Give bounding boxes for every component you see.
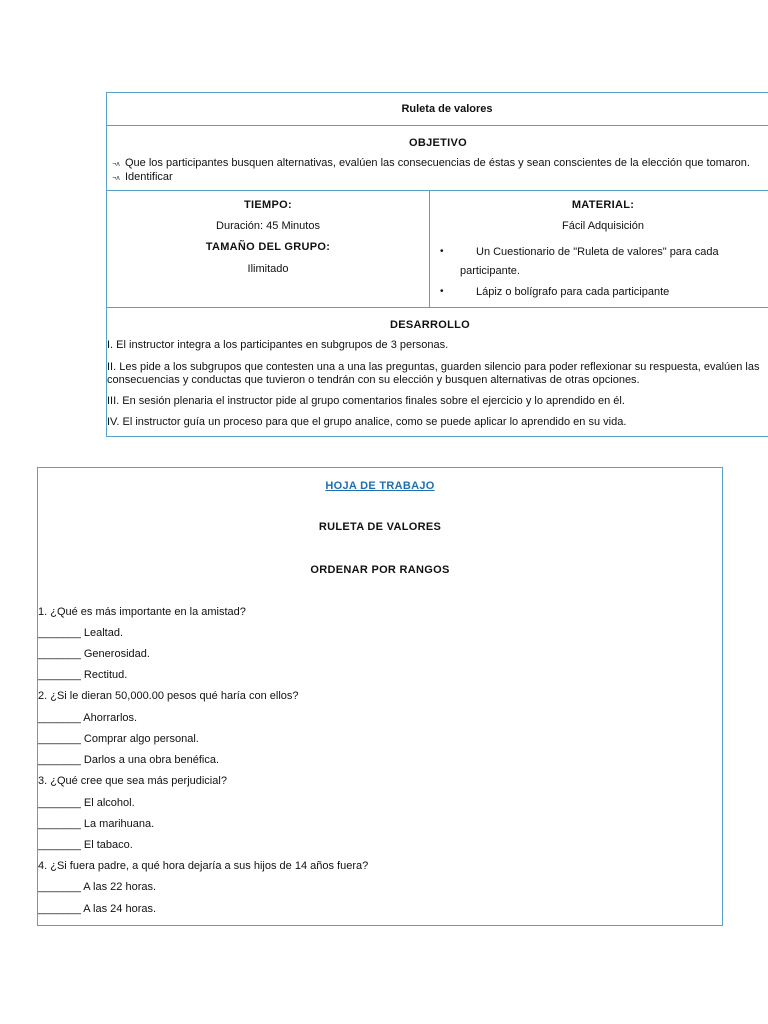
- material-cell: [430, 191, 768, 307]
- activity-title: Ruleta de valores: [401, 103, 493, 115]
- answer-option: _______ El tabaco.: [38, 839, 133, 851]
- material-item: Un Cuestionario de "Ruleta de valores" para cada: [476, 246, 719, 258]
- group-size-heading: TAMAÑO DEL GRUPO:: [205, 241, 331, 253]
- worksheet-subtitle: ORDENAR POR RANGOS: [310, 564, 450, 576]
- development-step: III. En sesión plenaria el instructor pide al grupo comentarios finales sobre el ejercicio y lo aprendido en él.: [107, 395, 625, 407]
- answer-option: _______ Generosidad.: [38, 648, 150, 660]
- answer-option: _______ La marihuana.: [38, 818, 155, 830]
- answer-option: _______ Rectitud.: [38, 669, 128, 681]
- duration-text: Duración: 45 Minutos: [216, 220, 320, 232]
- objective-heading: OBJETIVO: [408, 137, 468, 149]
- development-step: I. El instructor integra a los participantes en subgrupos de 3 personas.: [107, 339, 449, 351]
- bullet-icon: •: [440, 246, 444, 257]
- development-section: [107, 307, 768, 436]
- group-size-value: Ilimitado: [247, 263, 289, 275]
- answer-option: _______ A las 22 horas.: [38, 881, 157, 893]
- answer-option: _______ El alcohol.: [38, 797, 135, 809]
- development-heading: DESARROLLO: [390, 319, 470, 331]
- tiempo-heading: TIEMPO:: [244, 199, 292, 211]
- activity-table: [106, 92, 768, 437]
- material-item: Lápiz o bolígrafo para cada participante: [476, 286, 670, 298]
- answer-option: _______ Ahorrarlos.: [38, 712, 138, 724]
- question: 2. ¿Si le dieran 50,000.00 pesos qué haría con ellos?: [38, 690, 299, 702]
- question: 3. ¿Qué cree que sea más perjudicial?: [38, 775, 227, 787]
- development-step: II. Les pide a los subgrupos que contesten una a una las preguntas, guarden silencio para poder reflexionar su respuesta, evalúen las: [107, 361, 760, 373]
- development-step-continuation: consecuencias y conductas que tuvieron o tendrán con su elección y busquen alternativas de otras opciones.: [107, 374, 640, 386]
- answer-option: _______ Comprar algo personal.: [38, 733, 199, 745]
- arrow-marker-icon: ¬ᴧ: [112, 161, 120, 168]
- question: 1. ¿Qué es más importante en la amistad?: [38, 606, 246, 618]
- question: 4. ¿Si fuera padre, a qué hora dejaría a sus hijos de 14 años fuera?: [38, 860, 369, 872]
- objective-section: [107, 125, 768, 190]
- development-step: IV. El instructor guía un proceso para que el grupo analice, como se puede aplicar lo aprendido en su vida.: [107, 416, 627, 428]
- material-subtitle: Fácil Adquisición: [562, 220, 644, 232]
- objective-line: ¬ᴧ Que los participantes busquen alternativas, evalúen las consecuencias de éstas y sean conscientes de la elección que tomaron.: [107, 157, 750, 169]
- time-material-section: [107, 190, 768, 307]
- worksheet-title: RULETA DE VALORES: [318, 521, 442, 533]
- arrow-marker-icon: ¬ᴧ: [112, 175, 120, 182]
- activity-title-row: [107, 93, 768, 125]
- answer-option: _______ Darlos a una obra benéfica.: [38, 754, 220, 766]
- material-item-continuation: participante.: [460, 265, 520, 277]
- answer-option: _______ A las 24 horas.: [38, 903, 157, 915]
- answer-option: _______ Lealtad.: [38, 627, 124, 639]
- bullet-icon: •: [440, 286, 444, 297]
- time-group-cell: [107, 191, 430, 307]
- worksheet-link[interactable]: HOJA DE TRABAJO: [325, 480, 435, 492]
- objective-line: ¬ᴧ Identificar: [107, 171, 173, 183]
- material-heading: MATERIAL:: [571, 199, 635, 211]
- worksheet-box: [37, 467, 723, 926]
